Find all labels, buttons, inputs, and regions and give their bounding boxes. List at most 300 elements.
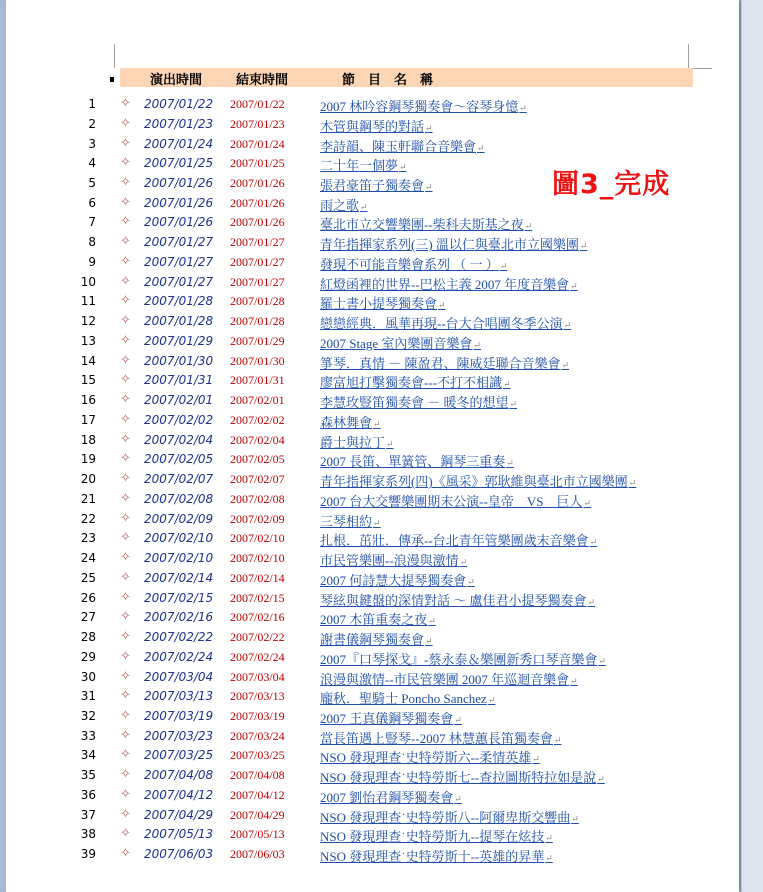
vertical-scrollbar[interactable] (741, 0, 763, 892)
program-link[interactable] (320, 807, 579, 826)
program-title: 木管與鋼琴的對話 (320, 118, 425, 134)
end-date: 2007/02/10 (230, 551, 285, 565)
star-bullet-icon: ✧ (120, 806, 131, 822)
end-date: 2007/01/31 (230, 373, 285, 388)
table-row (6, 687, 739, 707)
row-number: 25 (80, 570, 96, 585)
end-date: 2007/04/08 (230, 768, 285, 783)
program-title: NSO 發現理查˙史特勞斯六--柔情英雄 (320, 750, 532, 766)
paragraph-mark-icon: ↵ (386, 438, 394, 449)
start-date: 2007/01/22 (144, 97, 214, 111)
star-bullet-icon: ✧ (120, 826, 131, 842)
star-bullet-icon: ✧ (120, 214, 131, 230)
row-number: 20 (80, 472, 96, 487)
star-bullet-icon: ✧ (120, 175, 131, 190)
start-date: 2007/02/02 (144, 412, 214, 427)
star-bullet-icon: ✧ (120, 471, 131, 487)
paragraph-mark-icon: ↵ (570, 675, 578, 686)
row-number: 19 (80, 452, 96, 467)
program-link[interactable] (320, 214, 532, 233)
table-row (6, 332, 739, 352)
program-link[interactable] (320, 747, 540, 766)
start-date: 2007/01/28 (144, 294, 214, 309)
start-date: 2007/03/25 (144, 748, 214, 763)
program-title: 2007 林吟容鋼琴獨奏會～容琴身憶 (320, 99, 519, 114)
table-row (6, 352, 739, 372)
program-title: 雨之歌 (320, 197, 360, 213)
start-date: 2007/02/16 (144, 610, 214, 625)
end-date: 2007/01/29 (230, 333, 285, 348)
end-date: 2007/01/24 (230, 136, 285, 151)
program-title: 紅燈函裡的世界--巴松主義 2007 年度音樂會 (320, 276, 570, 292)
paragraph-mark-icon: ↵ (477, 142, 485, 153)
end-date: 2007/02/02 (230, 412, 285, 427)
start-date: 2007/02/14 (144, 570, 214, 585)
paragraph-mark-icon: ↵ (373, 517, 381, 528)
program-title: 爵士與拉丁 (320, 434, 386, 450)
paragraph-mark-icon: ↵ (503, 379, 511, 390)
start-date: 2007/01/25 (144, 156, 214, 171)
program-link[interactable] (320, 175, 433, 194)
table-row (6, 845, 739, 865)
row-number: 28 (80, 630, 96, 644)
start-date: 2007/01/27 (144, 274, 214, 289)
table-row (6, 431, 739, 451)
end-date: 2007/01/27 (230, 254, 285, 269)
paragraph-mark-icon: ↵ (425, 182, 433, 192)
table-row (6, 668, 739, 688)
program-link[interactable] (320, 649, 606, 668)
row-number: 11 (80, 294, 96, 309)
table-row (6, 312, 739, 332)
program-link[interactable] (320, 530, 597, 549)
program-link[interactable] (320, 708, 462, 727)
star-bullet-icon: ✧ (120, 273, 131, 289)
row-number: 12 (80, 314, 96, 329)
table-row (6, 727, 739, 747)
program-link[interactable] (320, 136, 485, 155)
program-link[interactable] (320, 669, 578, 688)
paragraph-mark-icon: ↵ (545, 833, 553, 844)
program-title: 青年指揮家系列(三) 溫以仁與臺北市立國樂團 (320, 237, 579, 253)
row-number: 32 (80, 708, 96, 723)
start-date: 2007/01/31 (144, 373, 214, 388)
figure-annotation: 圖3_完成 (552, 169, 671, 200)
star-bullet-icon: ✧ (120, 629, 131, 644)
end-date: 2007/01/27 (230, 235, 285, 250)
header-end-time: 結束時間 (236, 73, 289, 88)
program-title: 青年指揮家系列(四)《風采》郭耿維與臺北市立國樂團 (320, 474, 628, 490)
program-link[interactable] (320, 195, 368, 214)
program-title: NSO 發現理查˙史特勞斯七--查拉圖斯特拉如是說 (320, 770, 597, 786)
star-bullet-icon: ✧ (120, 411, 131, 427)
paragraph-mark-icon: ↵ (499, 260, 508, 271)
row-number: 39 (80, 847, 96, 862)
table-row (6, 371, 739, 391)
start-date: 2007/02/07 (144, 472, 214, 487)
paragraph-mark-icon: ↵ (438, 300, 446, 311)
header-program-title: 節 目 名 稱 (342, 73, 434, 88)
paragraph-mark-icon: ↵ (399, 162, 407, 173)
paragraph-mark-icon: ↵ (373, 418, 381, 429)
row-number: 23 (80, 531, 96, 546)
row-number: 22 (80, 511, 96, 526)
table-row (6, 115, 739, 135)
star-bullet-icon: ✧ (120, 451, 131, 467)
program-title: NSO 發現理查˙史特勞斯十--英雄的昇華 (320, 849, 545, 865)
program-link[interactable] (320, 491, 591, 510)
end-date: 2007/04/12 (230, 787, 285, 802)
end-date: 2007/02/22 (230, 630, 285, 644)
program-title: 李詩韻、陳玉軒聯合音樂會 (320, 138, 477, 154)
paragraph-mark-icon: ↵ (509, 399, 518, 410)
start-date: 2007/02/10 (144, 531, 214, 546)
star-bullet-icon: ✧ (120, 253, 131, 269)
row-number: 2 (88, 116, 96, 131)
start-date: 2007/03/04 (144, 669, 214, 684)
program-link[interactable] (320, 412, 381, 431)
program-title: NSO 發現理查˙史特勞斯九--提琴在炫技 (320, 829, 545, 845)
start-date: 2007/06/03 (144, 847, 214, 862)
program-link[interactable] (320, 274, 578, 293)
end-date: 2007/03/24 (230, 728, 285, 743)
paragraph-mark-icon: ↵ (425, 122, 433, 133)
table-row (6, 292, 739, 312)
star-bullet-icon: ✧ (120, 609, 131, 625)
row-number: 21 (80, 491, 96, 506)
paragraph-mark-icon: ↵ (589, 537, 598, 548)
end-date: 2007/02/05 (230, 452, 285, 467)
program-link[interactable] (320, 846, 553, 865)
program-title: 二十年一個夢 (320, 158, 399, 174)
start-date: 2007/02/01 (144, 393, 214, 408)
row-number: 1 (88, 97, 96, 111)
row-number: 16 (80, 393, 96, 408)
table-row (6, 806, 739, 826)
program-link[interactable] (320, 96, 527, 115)
table-row (6, 411, 739, 431)
paragraph-mark-icon: ↵ (459, 557, 468, 567)
star-bullet-icon: ✧ (120, 668, 131, 684)
start-date: 2007/02/24 (144, 649, 214, 664)
paragraph-mark-icon: ↵ (587, 596, 596, 607)
start-date: 2007/02/08 (144, 491, 214, 506)
row-number: 15 (80, 373, 96, 388)
row-number: 31 (80, 689, 96, 704)
table-row (6, 510, 739, 530)
program-link[interactable] (320, 826, 553, 845)
start-date: 2007/04/08 (144, 768, 214, 783)
paragraph-mark-icon: ↵ (454, 793, 462, 804)
row-number: 5 (88, 176, 96, 190)
start-date: 2007/02/10 (144, 551, 214, 565)
end-date: 2007/01/25 (230, 156, 285, 171)
end-date: 2007/05/13 (230, 827, 285, 842)
program-title: 2007 王真儀鋼琴獨奏會 (320, 710, 454, 726)
start-date: 2007/04/29 (144, 807, 214, 822)
program-title: 廖富旭打擊獨奏會---不打不相識 (320, 375, 502, 391)
program-title: NSO 發現理查˙史特勞斯八--阿爾卑斯交響曲 (320, 809, 571, 825)
paragraph-mark-icon: ↵ (563, 320, 572, 331)
star-bullet-icon: ✧ (120, 155, 131, 171)
program-title: 臺北市立交響樂團--柴科夫斯基之夜 (320, 217, 524, 233)
start-date: 2007/01/28 (144, 314, 214, 329)
paragraph-mark-icon: ↵ (532, 754, 540, 765)
star-bullet-icon: ✧ (120, 510, 131, 526)
paragraph-mark-icon: ↵ (524, 221, 533, 232)
start-date: 2007/03/13 (144, 689, 214, 704)
start-date: 2007/03/23 (144, 728, 214, 743)
star-bullet-icon: ✧ (120, 727, 131, 743)
program-title: 2007 Stage 室內樂團音樂會 (320, 335, 473, 351)
program-link[interactable] (320, 293, 446, 312)
program-title: 張君豪笛子獨奏會 (320, 178, 425, 193)
table-row (6, 233, 739, 253)
end-date: 2007/02/07 (230, 472, 285, 487)
table-row (6, 549, 739, 569)
program-title: 2007 台大交響樂團期末公演--皇帝 VS 巨人 (320, 493, 583, 509)
end-date: 2007/02/01 (230, 393, 285, 408)
start-date: 2007/01/30 (144, 353, 214, 368)
end-date: 2007/03/04 (230, 669, 285, 684)
paragraph-mark-icon: ↵ (561, 359, 570, 370)
end-date: 2007/02/09 (230, 511, 285, 526)
star-bullet-icon: ✧ (120, 550, 131, 565)
paragraph-mark-icon: ↵ (428, 616, 436, 627)
table-row (6, 253, 739, 273)
program-title: 當長笛遇上豎琴--2007 林慧蕙長笛獨奏會 (320, 730, 553, 746)
program-title: 2007 長笛、單簧管、鋼琴三重奏 (320, 454, 506, 470)
program-link[interactable] (320, 432, 394, 451)
paragraph-mark-icon: ↵ (454, 714, 462, 725)
paragraph-mark-icon: ↵ (583, 497, 592, 508)
start-date: 2007/02/15 (144, 590, 214, 605)
end-date: 2007/04/29 (230, 807, 285, 822)
paragraph-mark-icon: ↵ (570, 280, 578, 291)
start-date: 2007/01/23 (144, 116, 214, 131)
row-number: 38 (80, 827, 96, 842)
row-number: 30 (80, 669, 96, 684)
start-date: 2007/01/27 (144, 235, 214, 250)
start-date: 2007/02/09 (144, 511, 214, 526)
end-date: 2007/01/26 (230, 176, 285, 190)
paragraph-mark-icon: ↵ (506, 458, 514, 469)
star-bullet-icon: ✧ (120, 589, 131, 605)
program-link[interactable] (320, 688, 495, 707)
program-link[interactable] (320, 234, 587, 253)
program-link[interactable] (320, 471, 636, 490)
end-date: 2007/06/03 (230, 847, 285, 862)
end-date: 2007/01/23 (230, 116, 285, 131)
header-start-time: 演出時間 (150, 73, 203, 88)
table-row (6, 490, 739, 510)
table-row (6, 746, 739, 766)
table-row (6, 608, 739, 628)
star-bullet-icon: ✧ (120, 569, 131, 585)
start-date: 2007/02/05 (144, 452, 214, 467)
row-number: 33 (80, 728, 96, 743)
end-date: 2007/01/30 (230, 353, 285, 368)
program-title: 2007 木笛重奏之夜 (320, 612, 428, 628)
star-bullet-icon: ✧ (120, 392, 131, 408)
row-number: 18 (80, 432, 96, 447)
program-title: 戀戀經典．風華再現--台大合唱團冬季公演 (320, 316, 563, 332)
row-number: 17 (80, 412, 96, 427)
row-number: 14 (80, 353, 96, 368)
row-number: 34 (80, 748, 96, 763)
paragraph-mark-icon: ↵ (571, 813, 579, 824)
table-row (6, 648, 739, 668)
paragraph-mark-icon: ↵ (425, 636, 433, 646)
table-row (6, 95, 739, 115)
table-row (6, 391, 739, 411)
star-bullet-icon: ✧ (120, 313, 131, 329)
row-number: 3 (88, 136, 96, 151)
star-bullet-icon: ✧ (120, 96, 131, 111)
start-date: 2007/01/26 (144, 195, 214, 210)
star-bullet-icon: ✧ (120, 352, 131, 368)
row-number: 26 (80, 590, 96, 605)
row-number: 6 (88, 195, 96, 210)
table-row (6, 589, 739, 609)
list-marker (110, 77, 114, 82)
program-link[interactable] (320, 313, 571, 332)
table-row (6, 628, 739, 648)
row-number: 10 (80, 274, 96, 289)
program-title: 箏琴．真情 － 陳盈君、陳威廷聯合音樂會 (320, 355, 561, 371)
program-link[interactable] (320, 155, 407, 174)
paragraph-mark-icon: ↵ (487, 695, 496, 706)
program-title: 發現不可能音樂會系列 （ 一 ） (320, 256, 499, 272)
row-number: 35 (80, 768, 96, 783)
program-link[interactable] (320, 629, 433, 648)
program-title: 浪漫與激情--市民管樂團 2007 年巡迴音樂會 (320, 671, 570, 687)
start-date: 2007/04/12 (144, 787, 214, 802)
end-date: 2007/01/27 (230, 274, 285, 289)
star-bullet-icon: ✧ (120, 115, 131, 131)
program-title: 2007『口琴探戈』-蔡永泰＆樂團新秀口琴音樂會 (320, 651, 598, 667)
start-date: 2007/02/22 (144, 630, 214, 644)
crop-mark-left-vertical (114, 44, 115, 68)
row-number: 8 (88, 235, 96, 250)
star-bullet-icon: ✧ (120, 372, 131, 388)
paragraph-mark-icon: ↵ (473, 339, 481, 350)
program-link[interactable] (320, 392, 517, 411)
paragraph-mark-icon: ↵ (545, 853, 553, 864)
end-date: 2007/02/10 (230, 531, 285, 546)
program-link[interactable] (320, 609, 436, 628)
paragraph-mark-icon: ↵ (467, 576, 475, 587)
crop-mark-right-vertical (688, 44, 689, 68)
star-bullet-icon: ✧ (120, 490, 131, 506)
program-link[interactable] (320, 333, 481, 352)
paragraph-mark-icon: ↵ (628, 478, 637, 489)
row-number: 4 (88, 156, 96, 171)
program-link[interactable] (320, 590, 595, 609)
table-header (120, 68, 693, 87)
start-date: 2007/01/24 (144, 136, 214, 151)
star-bullet-icon: ✧ (120, 194, 131, 210)
table-row (6, 569, 739, 589)
program-link[interactable] (320, 254, 507, 273)
star-bullet-icon: ✧ (120, 431, 131, 447)
row-number: 27 (80, 610, 96, 625)
program-title: 森林舞會 (320, 414, 373, 430)
program-title: 市民管樂團--浪漫與激情 (320, 553, 459, 568)
end-date: 2007/01/26 (230, 215, 285, 230)
paragraph-mark-icon: ↵ (597, 774, 605, 785)
row-number: 9 (88, 254, 96, 269)
program-title: 2007 劉怡君鋼琴獨奏會 (320, 789, 454, 805)
row-number: 24 (80, 551, 96, 565)
table-row (6, 825, 739, 845)
star-bullet-icon: ✧ (120, 293, 131, 309)
row-number: 29 (80, 649, 96, 664)
program-link[interactable] (320, 767, 605, 786)
program-link[interactable] (320, 787, 462, 806)
end-date: 2007/01/22 (230, 97, 285, 111)
start-date: 2007/01/27 (144, 254, 214, 269)
table-row (6, 135, 739, 155)
star-bullet-icon: ✧ (120, 135, 131, 151)
program-link[interactable] (320, 353, 569, 372)
star-bullet-icon: ✧ (120, 767, 131, 783)
end-date: 2007/01/28 (230, 294, 285, 309)
table-row (6, 450, 739, 470)
program-link[interactable] (320, 372, 511, 391)
row-number: 13 (80, 333, 96, 348)
star-bullet-icon: ✧ (120, 688, 131, 704)
program-title: 三琴相約 (320, 513, 373, 529)
program-title: 龐秋．聖騎士 Poncho Sanchez (320, 691, 487, 707)
end-date: 2007/03/25 (230, 748, 285, 763)
paragraph-mark-icon: ↵ (553, 734, 562, 745)
star-bullet-icon: ✧ (120, 332, 131, 348)
program-title: 扎根．茁壯．傳承--台北青年管樂團歲末音樂會 (320, 533, 589, 549)
star-bullet-icon: ✧ (120, 786, 131, 802)
program-link[interactable] (320, 728, 561, 747)
end-date: 2007/02/15 (230, 590, 285, 605)
row-number: 7 (88, 215, 96, 230)
end-date: 2007/02/08 (230, 491, 285, 506)
start-date: 2007/03/19 (144, 708, 214, 723)
end-date: 2007/02/04 (230, 432, 285, 447)
program-title: 2007 何詩慧大提琴獨奏會 (320, 572, 467, 588)
table-row (6, 786, 739, 806)
program-title: 李慧玫豎笛獨奏會 － 暖冬的想望 (320, 395, 509, 411)
program-link[interactable] (320, 116, 433, 135)
paragraph-mark-icon: ↵ (360, 201, 368, 212)
table-row (6, 766, 739, 786)
program-link[interactable] (320, 550, 467, 569)
start-date: 2007/01/29 (144, 333, 214, 348)
end-date: 2007/01/28 (230, 314, 285, 329)
star-bullet-icon: ✧ (120, 530, 131, 546)
program-link[interactable] (320, 451, 514, 470)
end-date: 2007/01/26 (230, 195, 285, 210)
table-row (6, 470, 739, 490)
start-date: 2007/01/26 (144, 215, 214, 230)
end-date: 2007/02/16 (230, 610, 285, 625)
program-link[interactable] (320, 570, 475, 589)
table-row (6, 273, 739, 293)
row-number: 36 (80, 787, 96, 802)
paragraph-mark-icon: ↵ (579, 241, 588, 252)
program-link[interactable] (320, 511, 381, 530)
star-bullet-icon: ✧ (120, 234, 131, 250)
start-date: 2007/05/13 (144, 827, 214, 842)
paragraph-mark-icon: ↵ (598, 655, 606, 666)
